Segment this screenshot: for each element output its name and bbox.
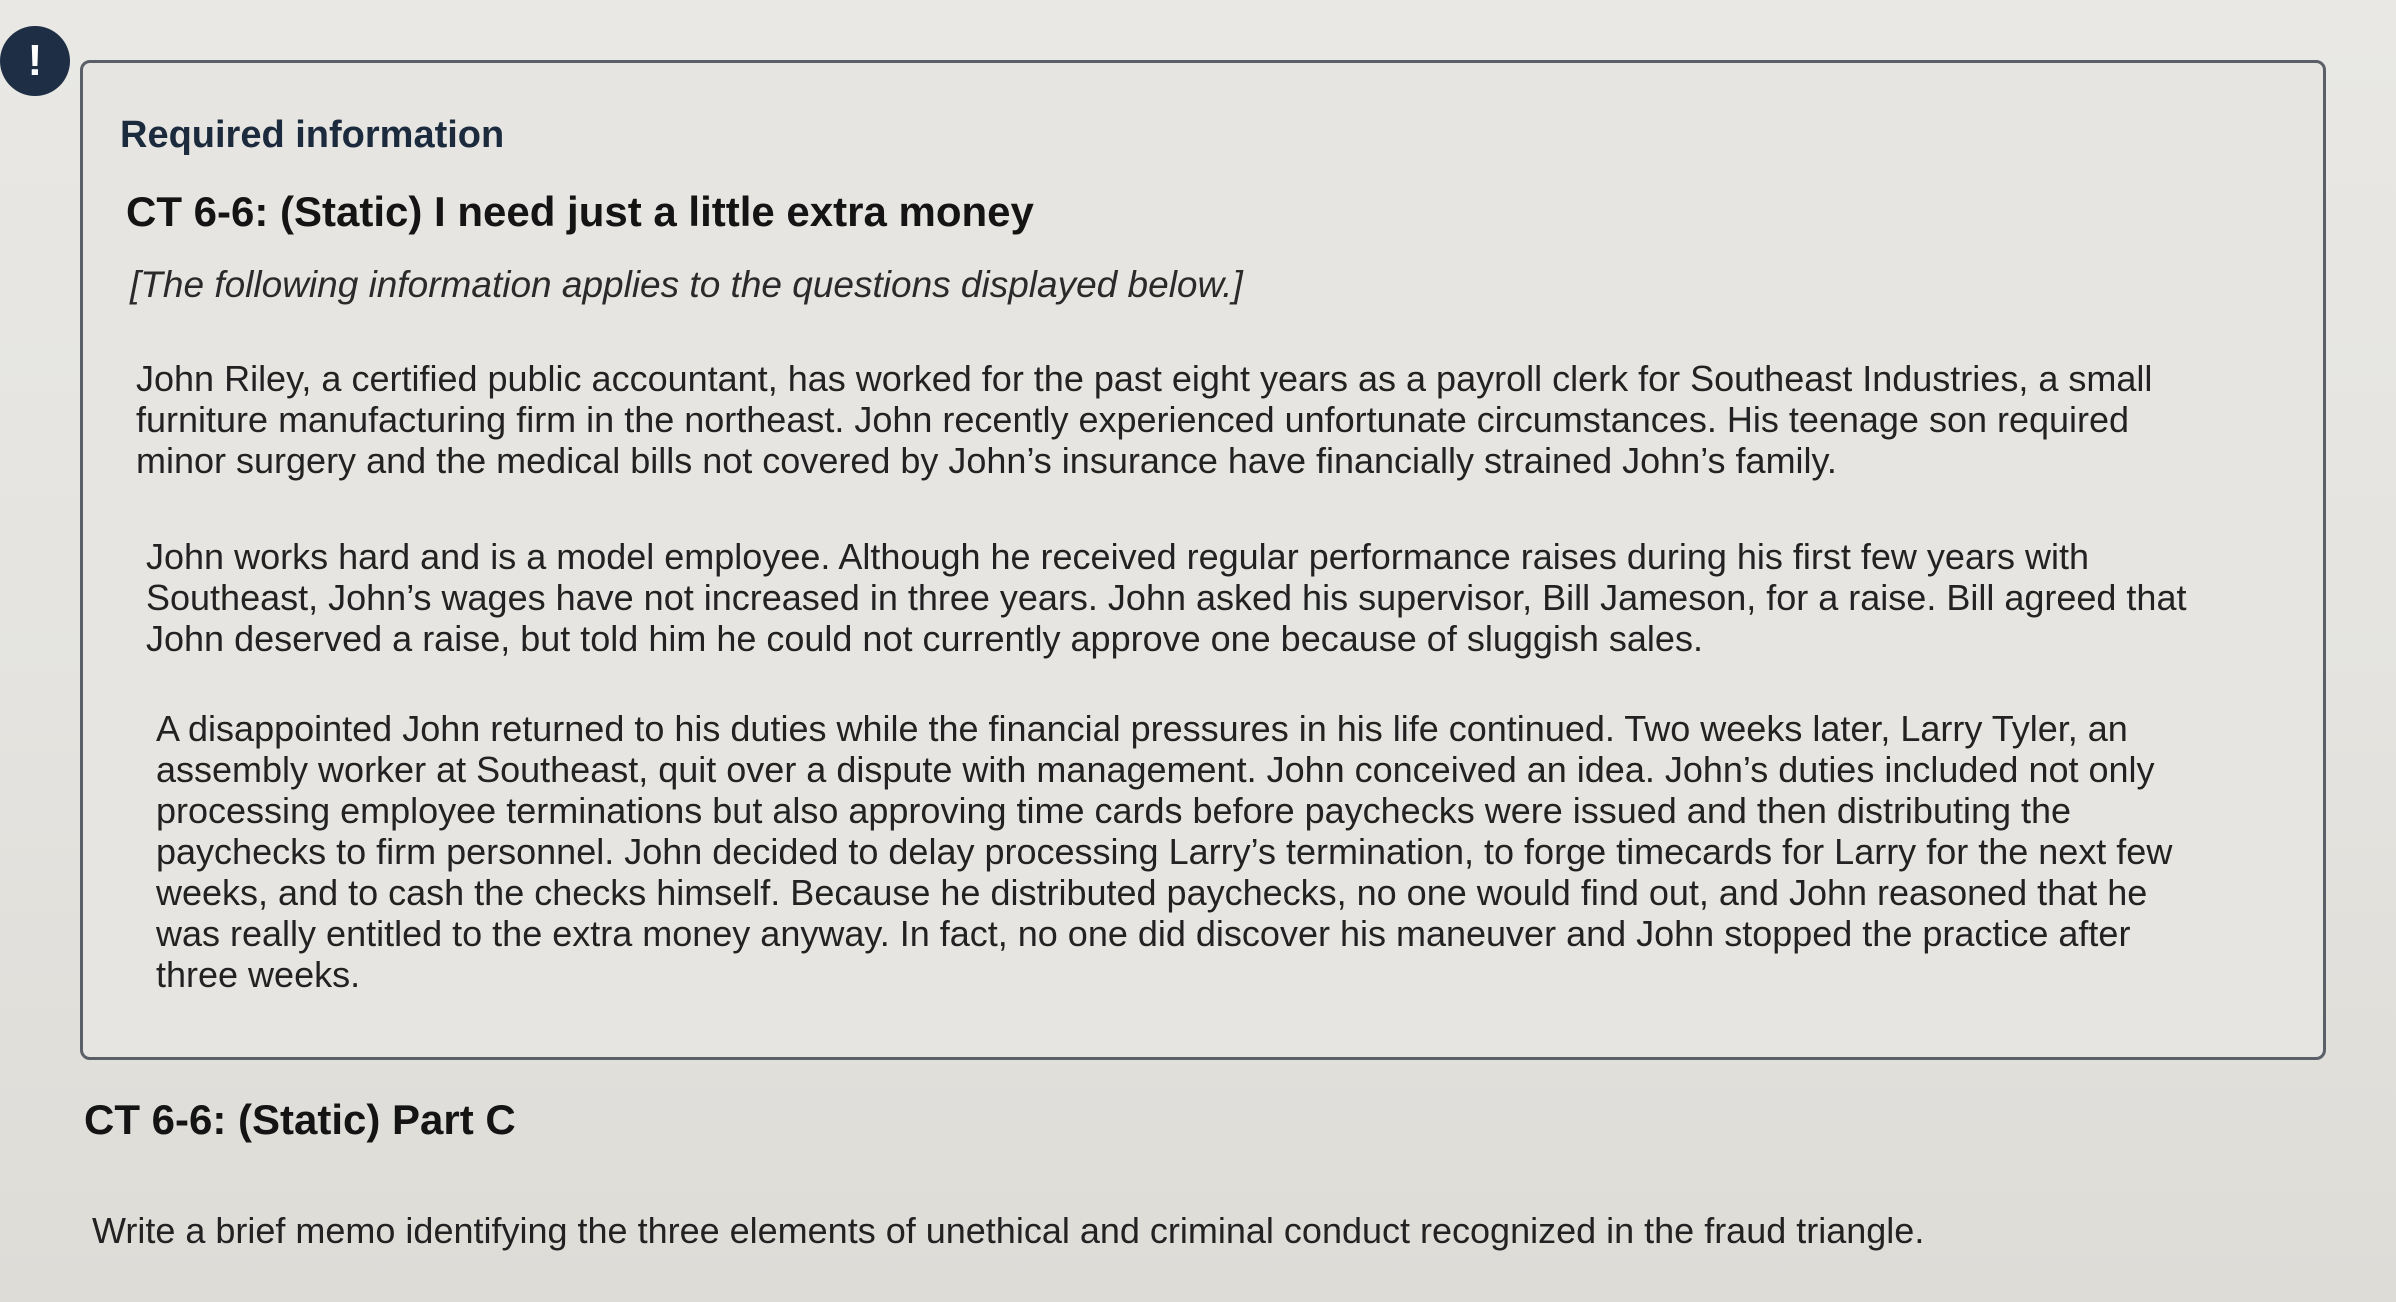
case-paragraph-3: A disappointed John returned to his duties while the financial pressures in his life continued. Two weeks later, Larry Tyler, an assembly worker at Southeast, quit over a dispute with management. John conceived an idea. John’s duties included not only processing employee terminations but also approving time cards before paychecks were issued and then distributing the paychecks to firm personnel. John decided to delay processing Larry’s termination, to forge timecards for Larry for the next few weeks, and to cash the checks himself. Because he distributed paychecks, no one would find out, and John reasoned that he was really entitled to the extra money anyway. In fact, no one did discover his maneuver and John stopped the practice after three weeks. <box>156 708 2173 995</box>
part-title: CT 6-6: (Static) Part C <box>84 1096 516 1143</box>
case-paragraph-2: John works hard and is a model employee. Although he received regular performance raises during his first few years with Southeast, John’s wages have not increased in three years. John asked his supervisor, Bill Jameson, for a raise. Bill agreed that John deserved a raise, but told him he could not currently approve one because of sluggish sales. <box>146 536 2187 659</box>
question-prompt: Write a brief memo identifying the three elements of unethical and criminal conduct recognized in the fraud triangle. <box>92 1210 1925 1251</box>
required-information-label: Required information <box>120 114 505 156</box>
info-note: [The following information applies to the questions displayed below.] <box>130 264 1243 305</box>
case-title: CT 6-6: (Static) I need just a little extra money <box>126 188 1034 235</box>
case-paragraph-1: John Riley, a certified public accountant, has worked for the past eight years as a payroll clerk for Southeast Industries, a small furniture manufacturing firm in the northeast. John recently experienced unfortunate circumstances. His teenage son required minor surgery and the medical bills not covered by John’s insurance have financially strained John’s family. <box>136 358 2153 481</box>
alert-icon: ! <box>0 26 70 96</box>
